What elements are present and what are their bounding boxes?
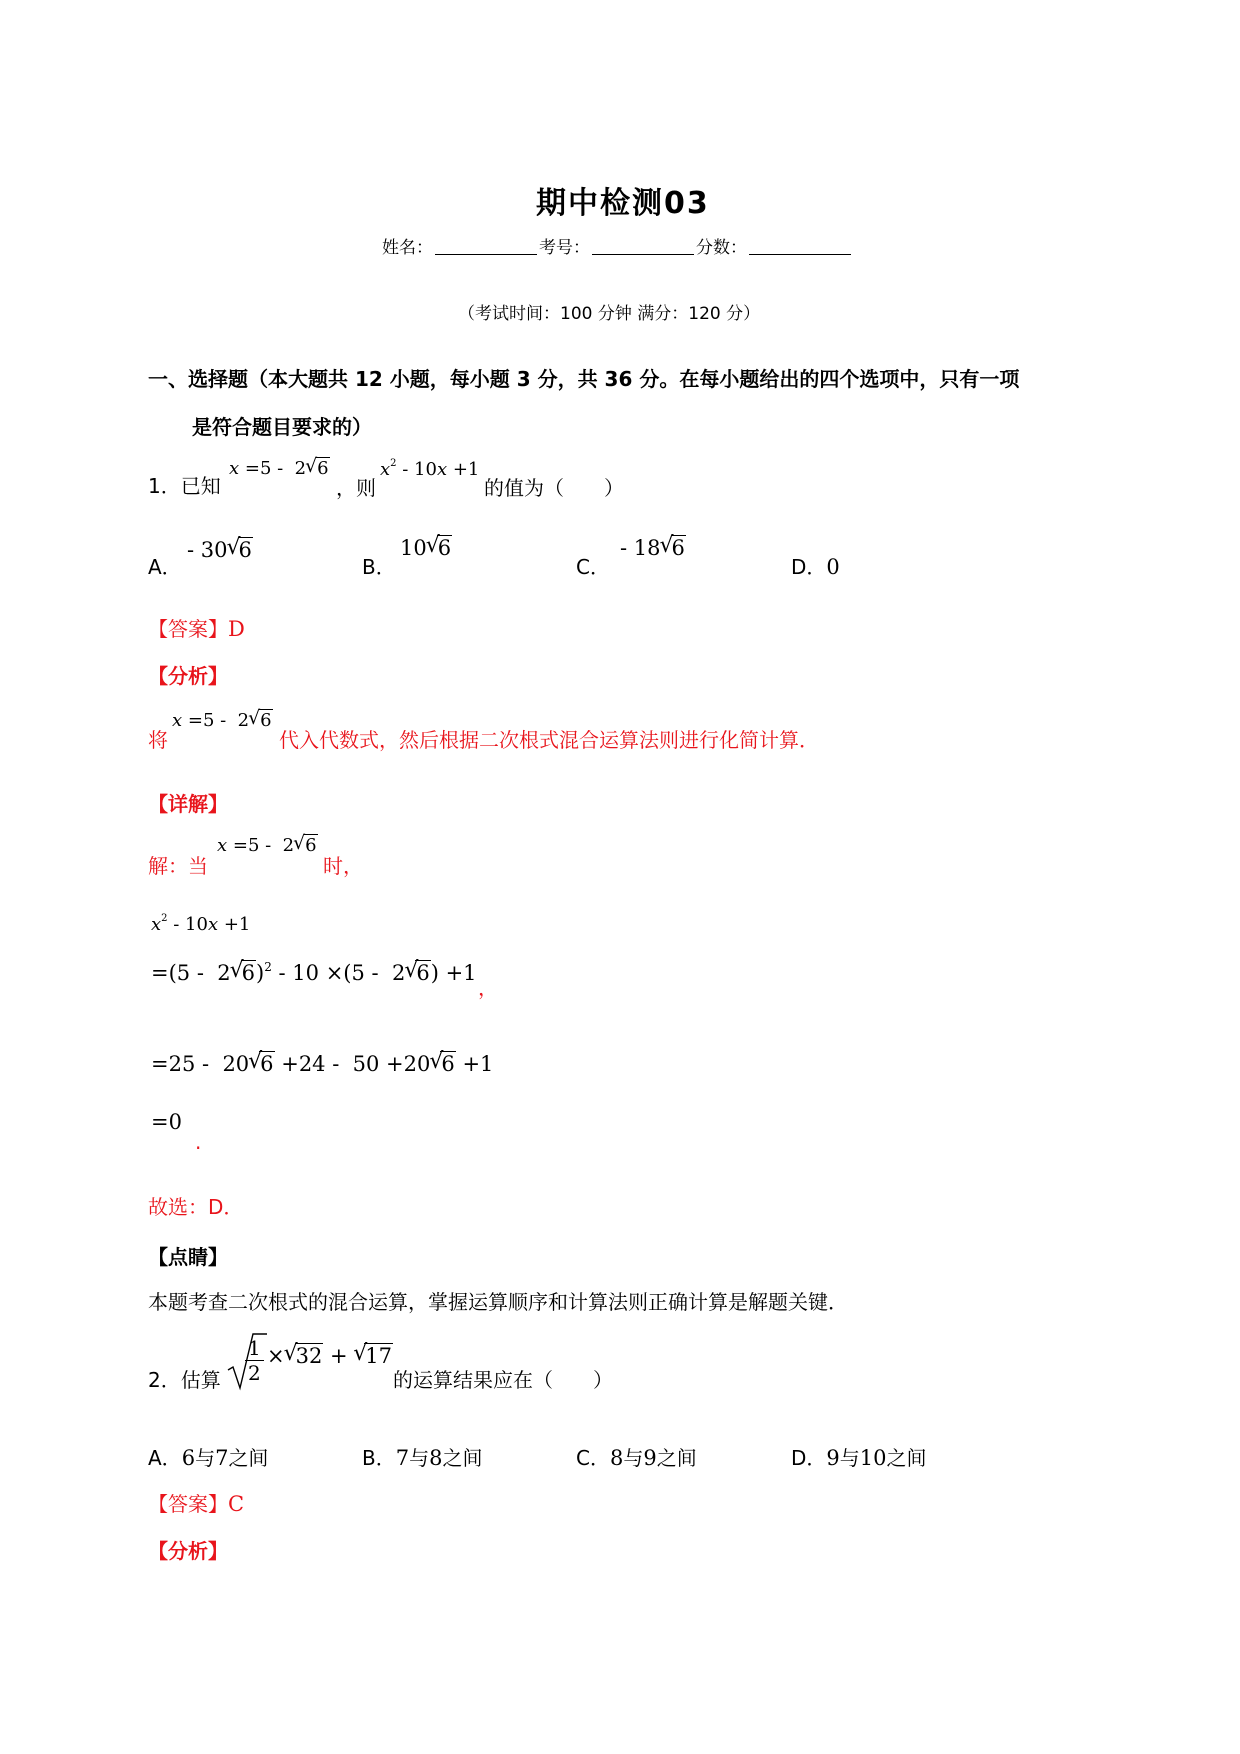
option-d-value: 0 [826,555,840,579]
score-label: 分数： [696,238,747,258]
answer-value: C [228,1492,245,1516]
derivation-line-1: $x^2 - 10x +1$ [151,913,251,935]
q1-detail-post: 时， [323,854,363,878]
option-b-label: B． [362,1446,396,1470]
q1-option-c-value: - 18√ 6 [620,536,686,560]
answer-value: D [228,617,245,641]
q2-option-b[interactable]: B．7与8之间 [362,1446,483,1470]
q2-option-d[interactable]: D．9与10之间 [791,1446,927,1470]
answer-label: 【答案】 [148,617,228,641]
q2-option-a[interactable]: A．6与7之间 [148,1446,269,1470]
q1-mid-text: ，则 [336,476,376,500]
q1-expression-formula: $x^2 - 10x +1$ [380,458,480,480]
exam-fields [382,233,853,258]
q1-analysis-formula: x =5 - 2√ 6 [172,710,273,731]
derivation-line-4: =0 [151,1110,182,1134]
derivation-line-2: =(5 - 2√ 6)$^2$ - 10 ×(5 - 2√ 6) +1 [151,960,477,985]
exam-info: （考试时间：100 分钟 满分：120 分） [458,304,761,324]
q2-rest: ×√ 32 + √ 17 [267,1344,393,1368]
derivation-comma: ， [478,976,498,1000]
q1-number: 1．已知 [148,474,221,498]
q1-detail-pre: 解：当 [148,854,208,878]
q1-option-b-value: 10√ 6 [400,536,452,560]
q1-option-c[interactable] [576,551,610,580]
q2-answer [148,1488,244,1517]
option-c-label: C． [576,1446,610,1470]
option-d-label: D． [791,555,827,579]
name-label: 姓名： [382,238,433,258]
q1-final: 故选：D． [148,1195,244,1219]
q1-detail-label: 【详解】 [148,792,228,816]
q1-analysis-label: 【分析】 [148,664,228,688]
q1-tail-text: 的值为（ ） [484,476,624,500]
q1-option-a[interactable] [148,551,182,580]
section-heading-cont: 是符合题目要求的） [192,415,372,439]
q2-number: 2．估算 [148,1368,221,1392]
q1-remark-label: 【点睛】 [148,1245,228,1269]
q2-fraction: $\frac{1}{2}$ [245,1336,264,1385]
q1-option-a-value: - 30√ 6 [187,538,253,562]
q2-analysis-label: 【分析】 [148,1539,228,1563]
id-blank [592,254,694,255]
option-a-label: A． [148,555,182,579]
option-d-label: D． [791,1446,827,1470]
derivation-period: . [195,1130,202,1154]
name-blank [435,254,537,255]
q1-option-d[interactable] [791,551,840,580]
page-title: 期中检测03 [536,186,710,221]
q1-condition-formula: x =5 - 2√ 6 [229,458,330,479]
q2-tail-text: 的运算结果应在（ ） [393,1368,613,1392]
q1-detail-formula: x =5 - 2√ 6 [217,835,318,856]
q1-analysis-text: 代入代数式，然后根据二次根式混合运算法则进行化简计算． [279,728,819,752]
q2-option-c[interactable]: C．8与9之间 [576,1446,697,1470]
q1-option-b[interactable] [362,551,396,580]
section-heading: 一、选择题（本大题共 12 小题，每小题 3 分，共 36 分。在每小题给出的四个选项中，只有一项 [148,367,1020,391]
answer-label: 【答案】 [148,1492,228,1516]
q1-answer [148,613,245,642]
id-label: 考号： [539,238,590,258]
score-blank [749,254,851,255]
question-1 [148,470,221,499]
option-b-label: B． [362,555,396,579]
option-a-label: A． [148,1446,182,1470]
derivation-line-3: =25 - 20√ 6 +24 - 50 +20√ 6 +1 [151,1052,493,1076]
option-c-label: C． [576,555,610,579]
q1-analysis-pre: 将 [148,728,168,752]
q1-remark: 本题考查二次根式的混合运算，掌握运算顺序和计算法则正确计算是解题关键． [148,1290,848,1314]
